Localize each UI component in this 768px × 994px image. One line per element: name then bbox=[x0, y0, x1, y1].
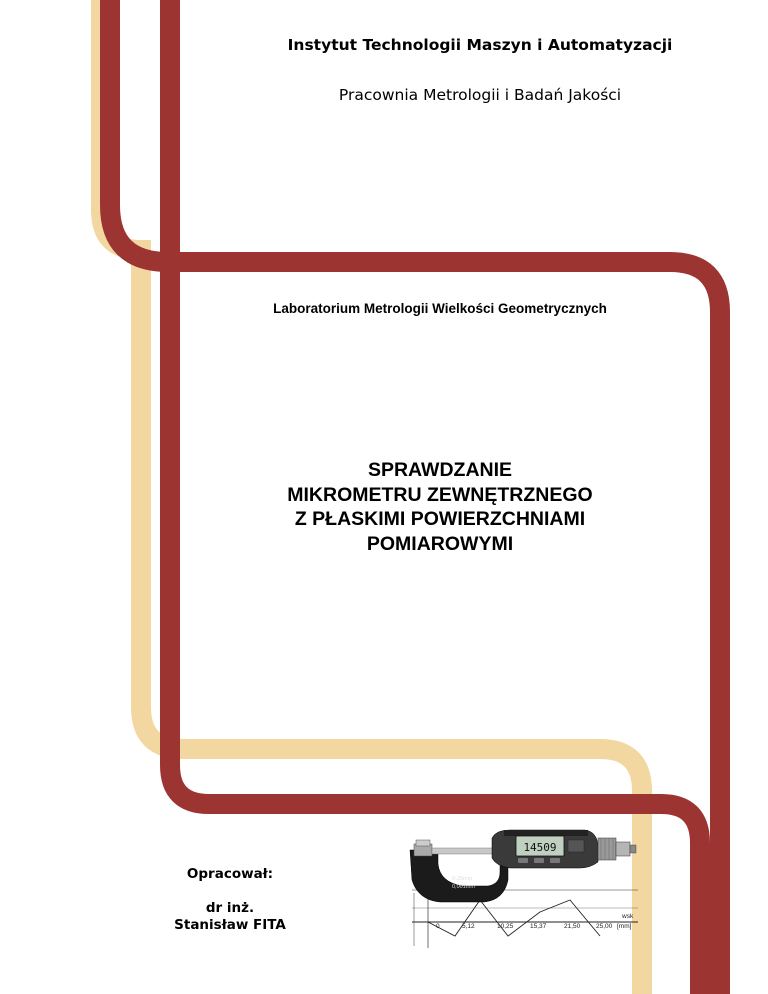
institute-name: Instytut Technologii Maszyn i Automatyzacji bbox=[287, 36, 673, 54]
document-title bbox=[210, 458, 670, 556]
x-axis-label: wsk bbox=[622, 913, 634, 920]
x-tick-label: 5,12 bbox=[462, 923, 475, 930]
display-reading: 14509 bbox=[523, 841, 557, 854]
x-unit-label: [mm] bbox=[617, 923, 632, 930]
micrometer-figure bbox=[400, 818, 640, 953]
frame-range-label: 0-25mm bbox=[452, 876, 473, 882]
title-line: MIKROMETRU ZEWNĘTRZNEGO bbox=[287, 483, 593, 506]
x-tick-label: 0 bbox=[436, 923, 440, 930]
frame-resolution-label: 0,001mm bbox=[452, 884, 475, 890]
laboratory-name: Laboratorium Metrologii Wielkości Geometrycznych bbox=[273, 301, 607, 316]
title-line: SPRAWDZANIE bbox=[367, 459, 513, 481]
author-name: Stanisław FITA bbox=[174, 917, 286, 933]
x-tick-label: 21,50 bbox=[564, 923, 581, 930]
author-degree: dr inż. bbox=[205, 900, 255, 916]
title-line: POMIAROWYMI bbox=[366, 532, 514, 555]
title-line: Z PŁASKIMI POWIERZCHNIAMI bbox=[294, 508, 586, 530]
x-tick-label: 25,00 bbox=[596, 923, 613, 930]
x-tick-label: 15,37 bbox=[530, 923, 547, 930]
workshop-name: Pracownia Metrologii i Badań Jakości bbox=[338, 86, 622, 104]
x-tick-label: 10,25 bbox=[497, 923, 514, 930]
prepared-by-label: Opracował: bbox=[186, 866, 274, 882]
